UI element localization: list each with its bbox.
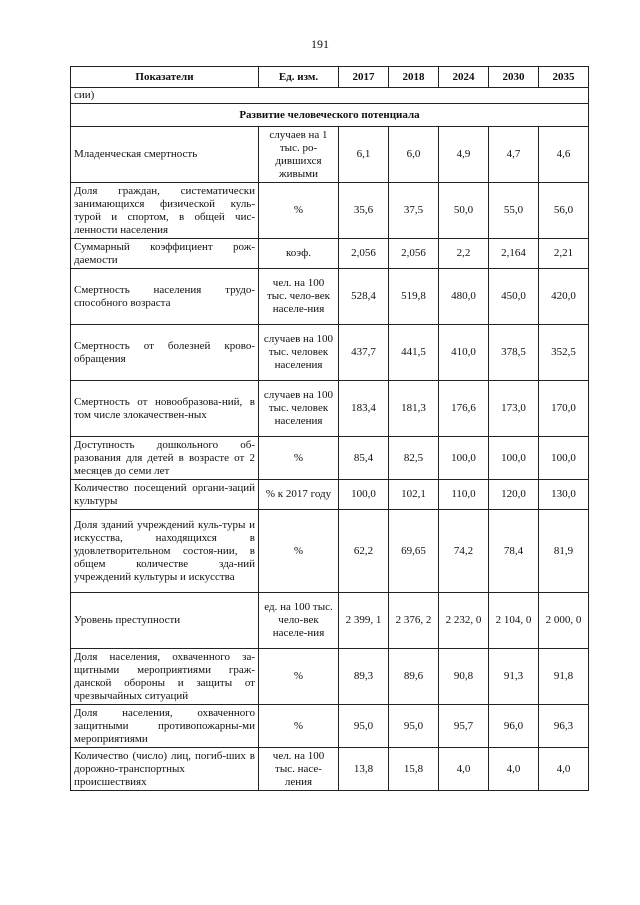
value-cell: 4,7 — [489, 127, 539, 183]
indicator-unit: % — [259, 183, 339, 239]
value-cell: 110,0 — [439, 480, 489, 510]
value-cell: 480,0 — [439, 269, 489, 325]
value-cell: 2,056 — [339, 239, 389, 269]
table-row — [71, 127, 589, 183]
value-cell: 102,1 — [389, 480, 439, 510]
table-row — [71, 480, 589, 510]
value-cell: 410,0 — [439, 325, 489, 381]
indicator-unit: чел. на 100 тыс. чело-век населе-ния — [259, 269, 339, 325]
value-cell: 173,0 — [489, 381, 539, 437]
value-cell: 130,0 — [539, 480, 589, 510]
value-cell: 6,1 — [339, 127, 389, 183]
value-cell: 82,5 — [389, 437, 439, 480]
header-year-2024: 2024 — [439, 67, 489, 88]
table-row — [71, 325, 589, 381]
value-cell: 37,5 — [389, 183, 439, 239]
indicator-unit: случаев на 100 тыс. человек населения — [259, 381, 339, 437]
indicator-name: Доля населения, охваченного защитными противопожарны-ми мероприятиями — [71, 705, 259, 748]
table-row — [71, 239, 589, 269]
value-cell: 2 399, 1 — [339, 593, 389, 649]
indicator-name: Доля зданий учреждений куль-туры и искусства, находящихся в удовлетворительном состоя-нии, в общем количестве зда-ний учреждений культуры и искусства — [71, 510, 259, 593]
value-cell: 91,3 — [489, 649, 539, 705]
table-row — [71, 649, 589, 705]
value-cell: 91,8 — [539, 649, 589, 705]
table-row — [71, 593, 589, 649]
value-cell: 170,0 — [539, 381, 589, 437]
indicator-name: Доля граждан, систематически занимающихся физической куль-турой и спортом, в общей чис-ленности населения — [71, 183, 259, 239]
value-cell: 420,0 — [539, 269, 589, 325]
section-row — [71, 104, 589, 127]
value-cell: 90,8 — [439, 649, 489, 705]
value-cell: 181,3 — [389, 381, 439, 437]
continuation-row — [71, 88, 589, 104]
value-cell: 15,8 — [389, 748, 439, 791]
indicator-unit: ед. на 100 тыс. чело-век населе-ния — [259, 593, 339, 649]
value-cell: 519,8 — [389, 269, 439, 325]
indicators-table — [70, 66, 589, 791]
value-cell: 2 376, 2 — [389, 593, 439, 649]
table-row — [71, 748, 589, 791]
value-cell: 6,0 — [389, 127, 439, 183]
indicator-unit: % — [259, 705, 339, 748]
value-cell: 85,4 — [339, 437, 389, 480]
value-cell: 2,2 — [439, 239, 489, 269]
value-cell: 96,3 — [539, 705, 589, 748]
section-title: Развитие человеческого потенциала — [71, 104, 589, 127]
value-cell: 4,0 — [489, 748, 539, 791]
value-cell: 378,5 — [489, 325, 539, 381]
value-cell: 2,164 — [489, 239, 539, 269]
value-cell: 176,6 — [439, 381, 489, 437]
value-cell: 441,5 — [389, 325, 439, 381]
value-cell: 437,7 — [339, 325, 389, 381]
table-row — [71, 183, 589, 239]
value-cell: 55,0 — [489, 183, 539, 239]
value-cell: 2 000, 0 — [539, 593, 589, 649]
header-year-2017: 2017 — [339, 67, 389, 88]
table-row — [71, 381, 589, 437]
value-cell: 4,0 — [439, 748, 489, 791]
value-cell: 100,0 — [489, 437, 539, 480]
value-cell: 95,0 — [339, 705, 389, 748]
indicator-unit: коэф. — [259, 239, 339, 269]
indicator-unit: чел. на 100 тыс. насе-ления — [259, 748, 339, 791]
indicator-name: Доступность дошкольного об-разования для детей в возрасте от 2 месяцев до семи лет — [71, 437, 259, 480]
value-cell: 2,21 — [539, 239, 589, 269]
value-cell: 62,2 — [339, 510, 389, 593]
value-cell: 183,4 — [339, 381, 389, 437]
indicator-unit: случаев на 1 тыс. ро-дившихся живыми — [259, 127, 339, 183]
value-cell: 95,0 — [389, 705, 439, 748]
value-cell: 56,0 — [539, 183, 589, 239]
indicator-name: Младенческая смертность — [71, 127, 259, 183]
value-cell: 352,5 — [539, 325, 589, 381]
indicator-unit: % — [259, 649, 339, 705]
indicator-unit: % — [259, 437, 339, 480]
indicator-name: Количество посещений органи-заций культуры — [71, 480, 259, 510]
table-row — [71, 437, 589, 480]
header-year-2035: 2035 — [539, 67, 589, 88]
value-cell: 69,65 — [389, 510, 439, 593]
page-number: 191 — [311, 37, 329, 51]
indicator-name: Смертность от болезней крово-обращения — [71, 325, 259, 381]
value-cell: 2 232, 0 — [439, 593, 489, 649]
value-cell: 89,6 — [389, 649, 439, 705]
value-cell: 4,6 — [539, 127, 589, 183]
value-cell: 50,0 — [439, 183, 489, 239]
value-cell: 81,9 — [539, 510, 589, 593]
header-row — [71, 67, 589, 88]
value-cell: 120,0 — [489, 480, 539, 510]
value-cell: 4,0 — [539, 748, 589, 791]
header-year-2018: 2018 — [389, 67, 439, 88]
indicator-unit: % к 2017 году — [259, 480, 339, 510]
value-cell: 100,0 — [339, 480, 389, 510]
value-cell: 528,4 — [339, 269, 389, 325]
value-cell: 13,8 — [339, 748, 389, 791]
indicator-unit: % — [259, 510, 339, 593]
value-cell: 4,9 — [439, 127, 489, 183]
indicator-name: Уровень преступности — [71, 593, 259, 649]
value-cell: 95,7 — [439, 705, 489, 748]
value-cell: 89,3 — [339, 649, 389, 705]
indicator-name: Суммарный коэффициент рож-даемости — [71, 239, 259, 269]
continuation-text: сии) — [71, 88, 589, 104]
value-cell: 100,0 — [439, 437, 489, 480]
value-cell: 450,0 — [489, 269, 539, 325]
value-cell: 96,0 — [489, 705, 539, 748]
value-cell: 35,6 — [339, 183, 389, 239]
header-indicator: Показатели — [71, 67, 259, 88]
header-unit: Ед. изм. — [259, 67, 339, 88]
table-row — [71, 705, 589, 748]
value-cell: 74,2 — [439, 510, 489, 593]
table-row — [71, 510, 589, 593]
table-row — [71, 269, 589, 325]
indicator-name: Количество (число) лиц, погиб-ших в дорожно-транспортных происшествиях — [71, 748, 259, 791]
indicator-unit: случаев на 100 тыс. человек населения — [259, 325, 339, 381]
value-cell: 2 104, 0 — [489, 593, 539, 649]
value-cell: 78,4 — [489, 510, 539, 593]
header-year-2030: 2030 — [489, 67, 539, 88]
indicator-name: Смертность от новообразова-ний, в том числе злокачествен-ных — [71, 381, 259, 437]
value-cell: 100,0 — [539, 437, 589, 480]
indicator-name: Смертность населения трудо-способного возраста — [71, 269, 259, 325]
value-cell: 2,056 — [389, 239, 439, 269]
indicator-name: Доля населения, охваченного за-щитными мероприятиями граж-данской обороны и защиты от чрезвычайных ситуаций — [71, 649, 259, 705]
